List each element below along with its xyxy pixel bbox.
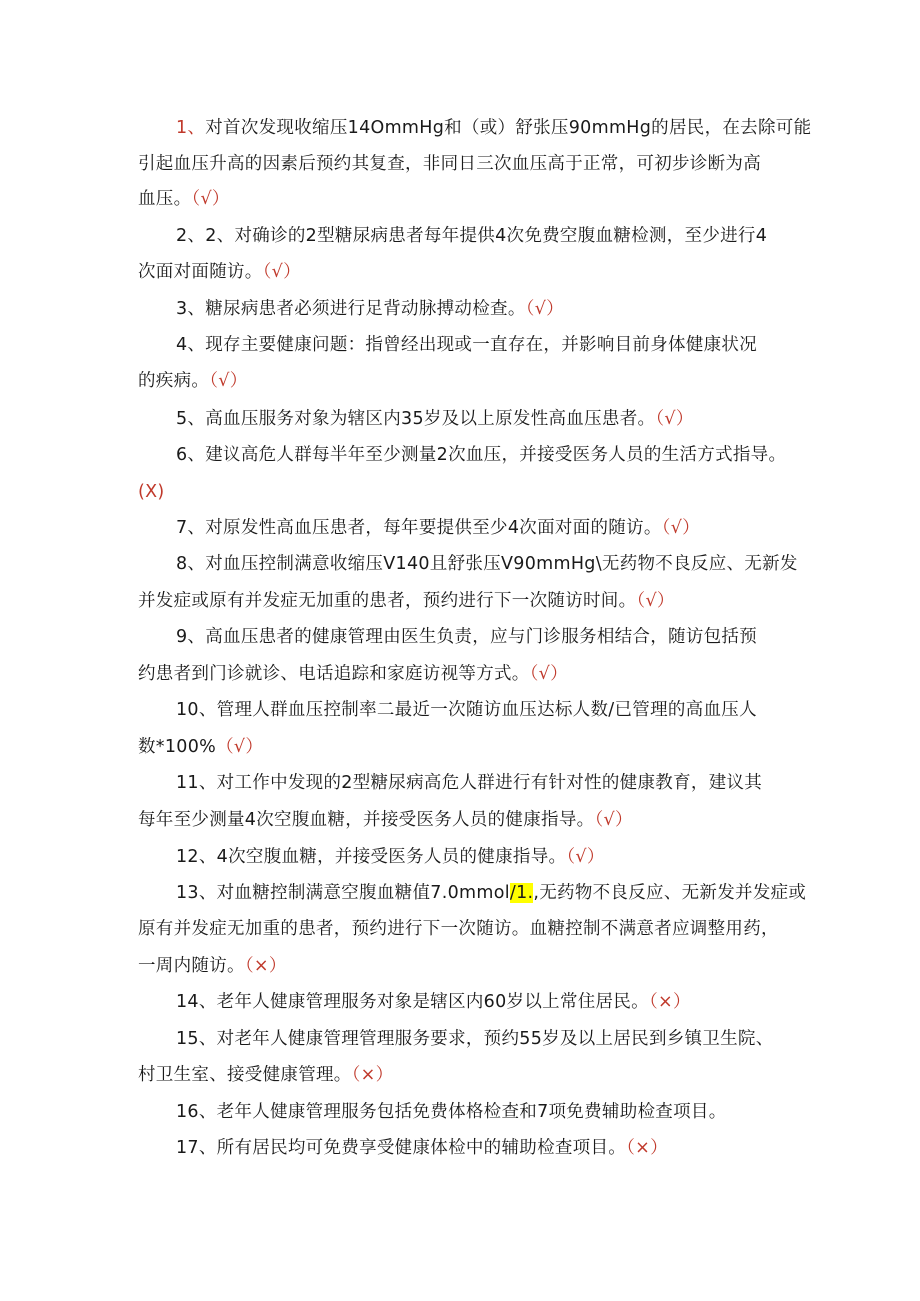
question-text: 血压。: [138, 189, 192, 209]
question-text: 对血压控制满意收缩压V140且舒张压V90mmHg\无药物不良反应、无新发: [205, 554, 798, 574]
question-number: 11、: [176, 773, 217, 793]
question-text: 原有并发症无加重的患者，预约进行下一次随访。血糖控制不满意者应调整用药，: [138, 919, 779, 939]
answer-mark: （√）: [529, 664, 568, 684]
question-text: 村卫生室、接受健康管理。: [138, 1065, 352, 1085]
question-text: 糖尿病患者必须进行足背动脉搏动检查。: [205, 299, 526, 319]
question-text: 管理人群血压控制率二最近一次随访血压达标人数/已管理的高血压人: [216, 700, 757, 720]
question-text: 对血糖控制满意空腹血糖值7.0mmol: [216, 883, 510, 903]
answer-mark: （√）: [209, 371, 248, 391]
question-text: ,无药物不良反应、无新发并发症或: [533, 883, 807, 903]
question-number: 14、: [176, 992, 217, 1012]
question-text: 并发症或原有并发症无加重的患者，预约进行下一次随访时间。: [138, 591, 637, 611]
question-text: 对首次发现收缩压14OmmHg和（或）舒张压90mmHg的居民，在去除可能: [205, 118, 812, 138]
question-text: 引起血压升高的因素后预约其复查，非同日三次血压高于正常，可初步诊断为高: [138, 154, 761, 174]
question-number: 5、: [176, 409, 206, 429]
question-text: 所有居民均可免费享受健康体检中的辅助检查项目。: [216, 1138, 627, 1158]
question-text: 一周内随访。: [138, 956, 245, 976]
answer-mark: （√）: [191, 189, 230, 209]
question-text: 约患者到门诊就诊、电话追踪和家庭访视等方式。: [138, 664, 530, 684]
answer-mark: （√）: [525, 299, 564, 319]
question-number: 6、: [176, 445, 206, 465]
question-text: 2、对确诊的2型糖尿病患者每年提供4次免费空腹血糖检测，至少进行4: [205, 226, 768, 246]
answer-mark: （√）: [216, 737, 264, 757]
question-number: 13、: [176, 883, 217, 903]
answer-mark: （√）: [594, 810, 633, 830]
answer-mark: （×）: [244, 956, 287, 976]
answer-mark: （√）: [661, 518, 700, 538]
question-number: 1、: [176, 118, 206, 138]
question-text: 次面对面随访。: [138, 262, 263, 282]
question-text: 老年人健康管理服务对象是辖区内60岁以上常住居民。: [216, 992, 649, 1012]
question-number: 10、: [176, 700, 217, 720]
question-text: 对老年人健康管理管理服务要求，预约55岁及以上居民到乡镇卫生院、: [216, 1029, 774, 1049]
answer-mark: (X): [138, 482, 165, 502]
question-number: 4、: [176, 335, 206, 355]
answer-mark: （√）: [655, 409, 694, 429]
question-text: 4次空腹血糖，并接受医务人员的健康指导。: [216, 847, 567, 867]
question-number: 3、: [176, 299, 206, 319]
answer-mark: （×）: [648, 992, 691, 1012]
answer-mark: （√）: [262, 262, 301, 282]
answer-mark: （×）: [351, 1065, 394, 1085]
question-number: 9、: [176, 627, 206, 647]
answer-mark: （√）: [566, 847, 605, 867]
question-text: 高血压服务对象为辖区内35岁及以上原发性高血压患者。: [205, 409, 656, 429]
question-number: 15、: [176, 1029, 217, 1049]
question-number: 8、: [176, 554, 206, 574]
question-text: 每年至少测量4次空腹血糖，并接受医务人员的健康指导。: [138, 810, 595, 830]
question-text: 对原发性高血压患者，每年要提供至少4次面对面的随访。: [205, 518, 662, 538]
question-number: 7、: [176, 518, 206, 538]
question-number: 17、: [176, 1138, 217, 1158]
question-number: 12、: [176, 847, 217, 867]
answer-mark: （√）: [636, 591, 675, 611]
question-number: 16、: [176, 1102, 217, 1122]
question-text: 数*100%: [138, 737, 217, 757]
question-text: 现存主要健康问题：指曾经出现或一直存在，并影响目前身体健康状况: [205, 335, 758, 355]
answer-mark: （×）: [626, 1138, 668, 1158]
question-text: 的疾病。: [138, 371, 210, 391]
question-text: 对工作中发现的2型糖尿病高危人群进行有针对性的健康教育，建议其: [216, 773, 763, 793]
question-number: 2、: [176, 226, 206, 246]
question-text: 建议高危人群每半年至少测量2次血压，并接受医务人员的生活方式指导。: [205, 445, 787, 465]
highlighted-text: /1.: [509, 883, 534, 903]
question-text: 老年人健康管理服务包括免费体格检查和7项免费辅助检查项目。: [216, 1102, 727, 1122]
question-text: 高血压患者的健康管理由医生负责，应与门诊服务相结合，随访包括预: [205, 627, 758, 647]
